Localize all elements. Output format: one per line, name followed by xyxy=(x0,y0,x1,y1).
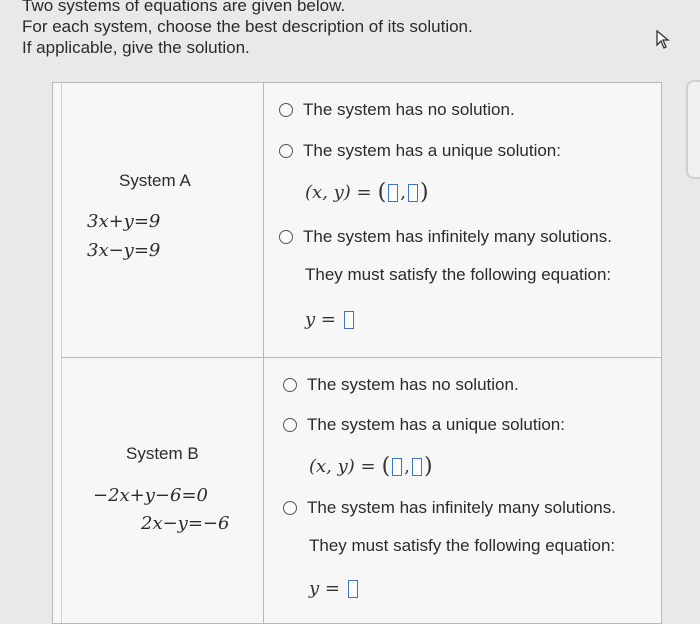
radio-button[interactable] xyxy=(283,501,297,515)
open-paren: ( xyxy=(377,180,387,205)
table-divider xyxy=(263,83,264,623)
option-label: The system has infinitely many solutions. xyxy=(303,227,612,246)
system-b-option-no-solution[interactable] xyxy=(283,375,519,395)
system-a-equation-answer xyxy=(305,309,356,330)
radio-button[interactable] xyxy=(279,103,293,117)
system-b-option-unique[interactable] xyxy=(283,415,565,435)
instructions-line-2: For each system, choose the best description of its solution. xyxy=(22,17,473,36)
system-a-equation-2: 3x−y=9 xyxy=(87,240,161,261)
system-a-x-input[interactable] xyxy=(388,184,398,202)
system-a-pair-answer xyxy=(305,180,429,205)
close-paren: ) xyxy=(423,454,433,479)
radio-button[interactable] xyxy=(279,144,293,158)
system-a-equation-1: 3x+y=9 xyxy=(87,211,161,232)
y-lhs: y = xyxy=(305,309,336,330)
system-a-option-unique[interactable] xyxy=(279,141,561,161)
option-label: The system has no solution. xyxy=(303,100,515,119)
pair-lhs: (x, y) = xyxy=(305,182,372,203)
instructions-line-1: Two systems of equations are given below. xyxy=(22,0,346,15)
y-lhs: y = xyxy=(309,578,340,599)
comma: , xyxy=(404,456,410,477)
system-a-equation-input[interactable] xyxy=(344,311,354,329)
table-divider xyxy=(61,83,62,623)
system-b-satisfy-text: They must satisfy the following equation: xyxy=(309,536,616,555)
radio-button[interactable] xyxy=(279,230,293,244)
system-b-equation-2: 2x−y=−6 xyxy=(141,513,230,534)
close-paren: ) xyxy=(419,180,429,205)
option-label: The system has a unique solution: xyxy=(303,141,561,160)
side-panel-tab[interactable] xyxy=(686,80,700,179)
option-label: The system has infinitely many solutions. xyxy=(307,498,616,517)
pair-lhs: (x, y) = xyxy=(309,456,376,477)
system-b-equation-answer xyxy=(309,578,360,599)
instructions-line-3: If applicable, give the solution. xyxy=(22,38,250,57)
open-paren: ( xyxy=(381,454,391,479)
instructions xyxy=(22,0,473,58)
system-b-option-infinite[interactable] xyxy=(283,498,616,518)
radio-button[interactable] xyxy=(283,418,297,432)
system-a-y-input[interactable] xyxy=(408,184,418,202)
system-b-x-input[interactable] xyxy=(392,458,402,476)
systems-table xyxy=(52,82,662,624)
radio-button[interactable] xyxy=(283,378,297,392)
option-label: The system has a unique solution: xyxy=(307,415,565,434)
system-b-label: System B xyxy=(126,444,199,463)
system-b-equation-input[interactable] xyxy=(348,580,358,598)
option-label: The system has no solution. xyxy=(307,375,519,394)
system-b-y-input[interactable] xyxy=(412,458,422,476)
system-a-satisfy-text: They must satisfy the following equation: xyxy=(305,265,612,284)
system-a-option-no-solution[interactable] xyxy=(279,100,515,120)
mouse-pointer-icon xyxy=(655,30,673,50)
system-a-option-infinite[interactable] xyxy=(279,227,612,247)
system-b-pair-answer xyxy=(309,454,433,479)
system-a-label: System A xyxy=(119,171,191,190)
table-divider xyxy=(61,357,661,358)
comma: , xyxy=(400,182,406,203)
system-b-equation-1: −2x+y−6=0 xyxy=(93,485,209,506)
